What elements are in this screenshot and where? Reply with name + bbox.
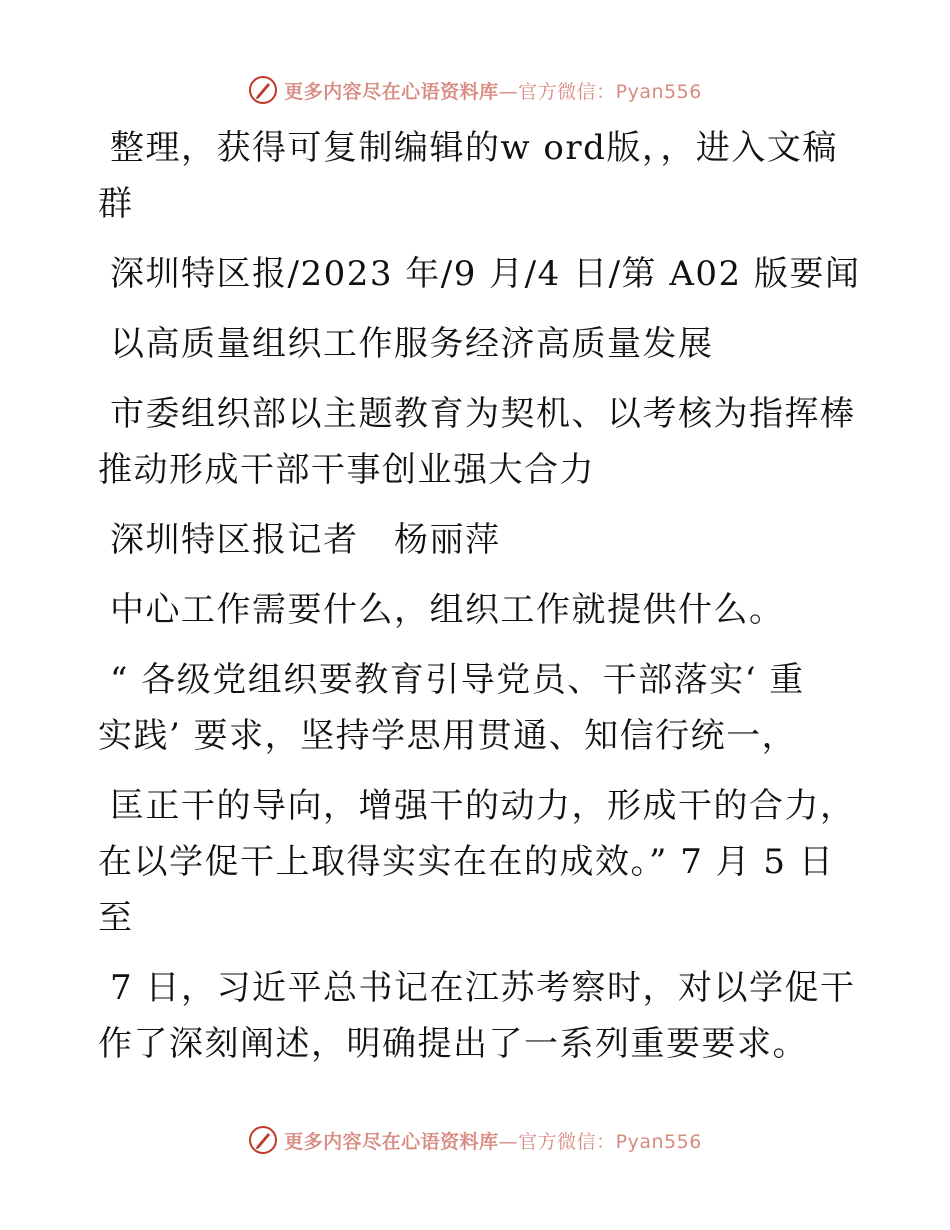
text-line: 7 日，习近平总书记在江苏考察时，对以学促干 bbox=[110, 968, 856, 1008]
text-line: 实践’ 要求，坚持学思用贯通、知信行统一， bbox=[98, 716, 798, 756]
text-line: 深圳特区报/2023 年/9 月/4 日/第 A02 版要闻 bbox=[110, 254, 861, 294]
quill-logo-icon bbox=[248, 1125, 278, 1155]
article-headline: 以高质量组织工作服务经济高质量发展 bbox=[110, 324, 714, 364]
text-line: 至 bbox=[98, 898, 134, 938]
byline: 深圳特区报记者 杨丽萍 bbox=[110, 520, 501, 560]
text-line: 中心工作需要什么，组织工作就提供什么。 bbox=[110, 590, 785, 630]
footer-watermark bbox=[0, 1120, 950, 1160]
text-line: 匡正干的导向，增强干的动力，形成干的合力， bbox=[110, 786, 856, 826]
text-line: 整理，获得可复制编辑的w ord版，，进入文稿 bbox=[110, 128, 838, 168]
document-body bbox=[98, 120, 861, 1072]
text-line: “ 各级党组织要教育引导党员、干部落实‘ 重 bbox=[110, 660, 805, 700]
header-watermark bbox=[0, 70, 950, 110]
article-subheadline: 推动形成干部干事创业强大合力 bbox=[98, 450, 595, 490]
watermark-text: 更多内容尽在心语资料库—官方微信：Pyan556 bbox=[284, 80, 702, 103]
text-line: 作了深刻阐述，明确提出了一系列重要要求。 bbox=[98, 1024, 808, 1064]
text-line: 在以学促干上取得实实在在的成效。” 7 月 5 日 bbox=[98, 842, 835, 882]
text-line: 群 bbox=[98, 184, 134, 224]
quill-logo-icon bbox=[248, 75, 278, 105]
watermark-text: 更多内容尽在心语资料库—官方微信：Pyan556 bbox=[284, 1130, 702, 1153]
article-subheadline: 市委组织部以主题教育为契机、以考核为指挥棒 bbox=[110, 394, 856, 434]
